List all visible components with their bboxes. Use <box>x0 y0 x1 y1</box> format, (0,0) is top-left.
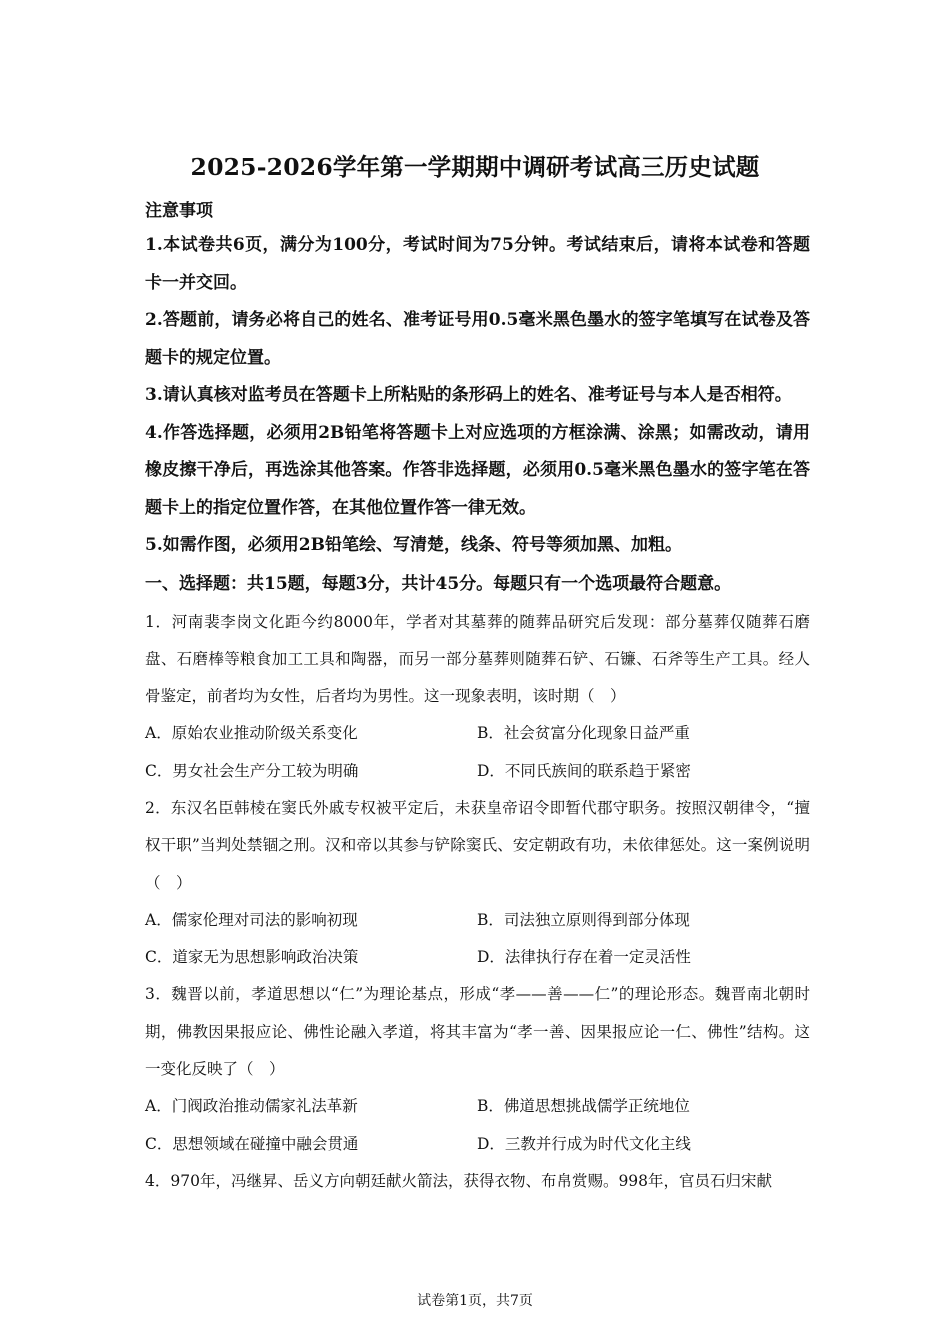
option-row <box>145 753 810 790</box>
option-b: B．社会贫富分化现象日益严重 <box>477 724 690 743</box>
question-1 <box>145 604 810 790</box>
notice-item: 3.请认真核对监考员在答题卡上所粘贴的条形码上的姓名、准考证号与本人是否相符。 <box>145 385 792 405</box>
question-stem: 3．魏晋以前，孝道思想以“仁”为理论基点，形成“孝——善——仁”的理论形态。魏晋南北朝时期，佛教因果报应论、佛性论融入孝道，将其丰富为“孝一善、因果报应论一仁、佛性”结构。这一变化反映了（ ） <box>145 985 810 1079</box>
option-a: A．门阀政治推动儒家礼法革新 <box>145 1097 358 1116</box>
option-a: A．原始农业推动阶级关系变化 <box>145 724 358 743</box>
option-row <box>145 1088 810 1125</box>
notice-item: 4.作答选择题，必须用2B铅笔将答题卡上对应选项的方框涂满、涂黑；如需改动，请用橡皮擦干净后，再选涂其他答案。作答非选择题，必须用0.5毫米黑色墨水的签字笔在答题卡上的指定位置作答，在其他位置作答一律无效。 <box>145 422 810 518</box>
option-d: D．法律执行存在着一定灵活性 <box>477 948 691 967</box>
option-b: B．司法独立原则得到部分体现 <box>477 910 690 929</box>
notice-item: 5.如需作图，必须用2B铅笔绘、写清楚，线条、符号等须加黑、加粗。 <box>145 535 682 555</box>
question-2 <box>145 790 810 976</box>
option-c: C．道家无为思想影响政治决策 <box>145 948 359 967</box>
option-row <box>145 715 810 752</box>
option-row <box>145 939 810 976</box>
option-row <box>145 1126 810 1163</box>
notice-item: 1.本试卷共6页，满分为100分，考试时间为75分钟。考试结束后，请将本试卷和答题卡一并交回。 <box>145 235 810 293</box>
question-4 <box>145 1163 810 1200</box>
option-d: D．三教并行成为时代文化主线 <box>477 1134 691 1153</box>
option-d: D．不同氏族间的联系趋于紧密 <box>477 761 691 780</box>
question-3 <box>145 976 810 1162</box>
question-stem: 2．东汉名臣韩棱在窦氏外戚专权被平定后，未获皇帝诏令即暂代郡守职务。按照汉朝律令，“擅权干职”当判处禁锢之刑。汉和帝以其参与铲除窦氏、安定朝政有功，未依律惩处。这一案例说明（ ） <box>145 798 810 892</box>
question-stem: 4．970年，冯继昇、岳义方向朝廷献火箭法，获得衣物、布帛赏赐。998年，官员石归宋献 <box>145 1171 773 1190</box>
option-c: C．思想领域在碰撞中融会贯通 <box>145 1134 359 1153</box>
notice-item: 2.答题前，请务必将自己的姓名、准考证号用0.5毫米黑色墨水的签字笔填写在试卷及答题卡的规定位置。 <box>145 310 810 368</box>
page-footer: 试卷第1页，共7页 <box>417 1293 533 1309</box>
option-a: A．儒家伦理对司法的影响初现 <box>145 910 358 929</box>
section-title: 一、选择题：共15题，每题3分，共计45分。每题只有一个选项最符合题意。 <box>145 573 732 594</box>
option-row <box>145 902 810 939</box>
notice-heading: 注意事项 <box>145 201 213 221</box>
question-stem: 1．河南裴李岗文化距今约8000年，学者对其墓葬的随葬品研究后发现：部分墓葬仅随葬石磨盘、石磨棒等粮食加工工具和陶器，而另一部分墓葬则随葬石铲、石镰、石斧等生产工具。经人骨鉴定，前者均为女性，后者均为男性。这一现象表明，该时期（ ） <box>145 612 810 706</box>
option-c: C．男女社会生产分工较为明确 <box>145 761 359 780</box>
exam-title: 2025-2026学年第一学期期中调研考试高三历史试题 <box>190 153 760 181</box>
option-b: B．佛道思想挑战儒学正统地位 <box>477 1097 690 1116</box>
exam-content <box>145 195 810 1200</box>
